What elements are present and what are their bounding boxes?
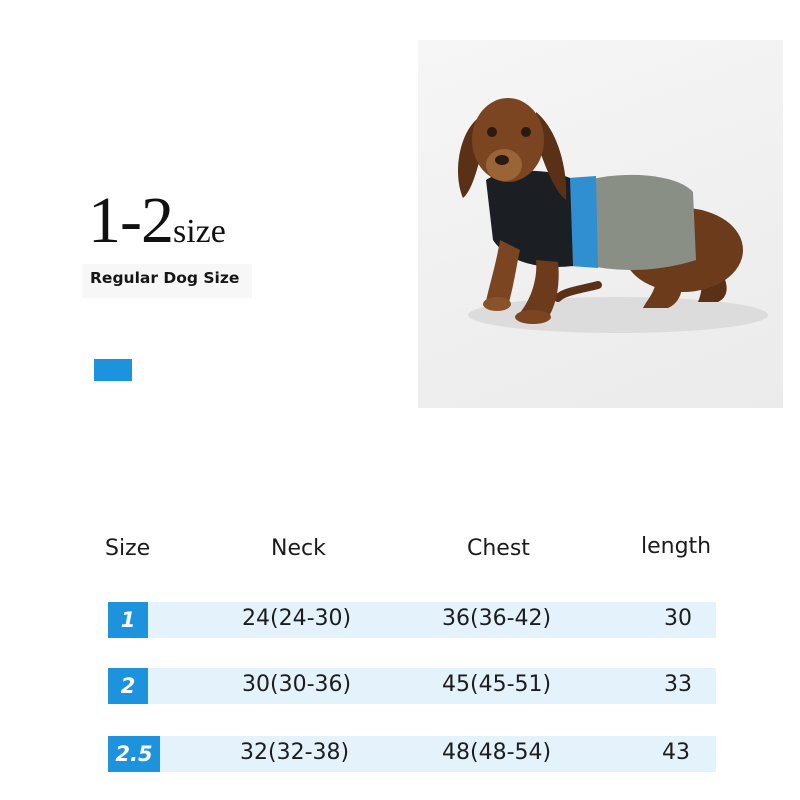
size-badge: 1: [108, 602, 148, 638]
table-row: [108, 668, 716, 704]
length-value: 30: [664, 606, 692, 631]
size-unit: size: [172, 213, 226, 250]
length-value: 33: [664, 672, 692, 697]
neck-value: 24(24-30): [242, 606, 352, 631]
chest-value: 36(36-42): [442, 606, 552, 631]
size-badge: 2: [108, 668, 148, 704]
length-value: 43: [662, 740, 690, 765]
neck-value: 30(30-36): [242, 672, 352, 697]
size-number: 1-2: [88, 184, 173, 257]
table-row: [108, 736, 716, 772]
header-neck: Neck: [271, 536, 326, 561]
size-heading: [88, 184, 226, 257]
chest-value: 48(48-54): [442, 740, 552, 765]
table-row: [108, 602, 716, 638]
size-badge: 2.5: [108, 736, 160, 772]
color-swatch-blue[interactable]: [94, 359, 132, 381]
chest-value: 45(45-51): [442, 672, 552, 697]
dog-size-label: Regular Dog Size: [82, 264, 252, 298]
header-length: length: [641, 534, 712, 559]
dachshund-in-sweater-image: [418, 40, 783, 408]
neck-value: 32(32-38): [240, 740, 350, 765]
header-chest: Chest: [467, 536, 530, 561]
product-photo-dachshund: [418, 40, 783, 408]
header-size: Size: [105, 536, 151, 561]
